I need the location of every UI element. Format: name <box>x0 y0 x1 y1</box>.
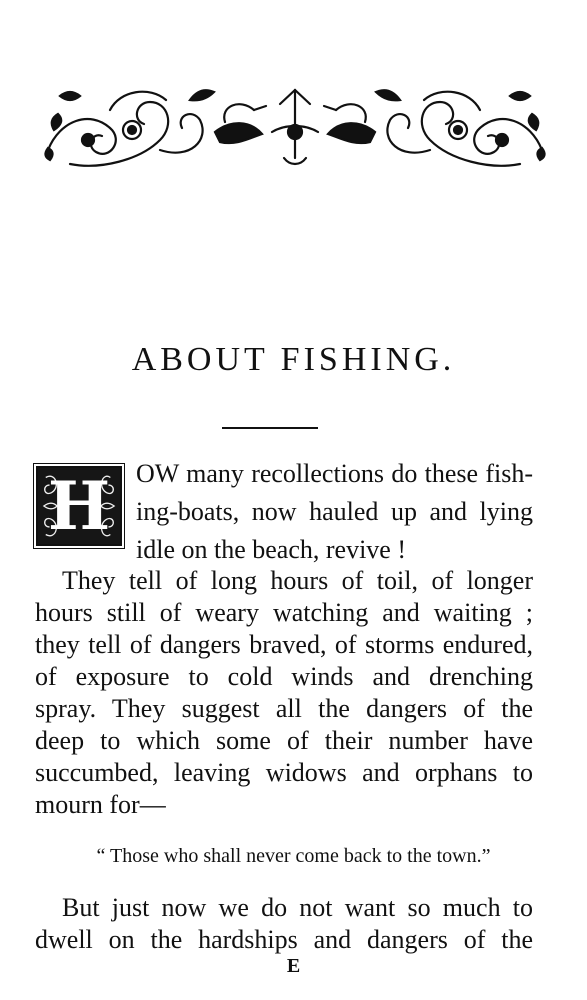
text-line: They tell of long hours of toil, of longer <box>62 566 533 595</box>
text-line: idle on the beach, revive ! <box>136 535 406 564</box>
text-line: But just now we do not want so much to <box>62 893 533 922</box>
title-rule <box>222 427 318 429</box>
signature-mark: E <box>286 955 301 977</box>
drop-cap <box>36 466 122 546</box>
quotation: “ Those who shall never come back to the town.” <box>96 845 491 867</box>
text-line: succumbed, leaving widows and orphans to <box>35 758 533 787</box>
text-line: OW many recollections do these fish- <box>136 459 533 488</box>
chapter-title: ABOUT FISHING. <box>131 341 456 378</box>
text-line: spray. They suggest all the dangers of the <box>35 694 533 723</box>
text-line: hours still of weary watching and waiting ; <box>35 598 533 627</box>
text-line: deep to which some of their number have <box>35 726 533 755</box>
drop-cap-letter: H <box>47 467 111 545</box>
text-line: mourn for— <box>35 790 166 819</box>
text-line: dwell on the hardships and dangers of the <box>35 925 533 954</box>
text-line: of exposure to cold winds and drenching <box>35 662 533 691</box>
text-line: they tell of dangers braved, of storms endured, <box>35 630 533 659</box>
text-line: ing-boats, now hauled up and lying <box>136 497 533 526</box>
headpiece-ornament <box>40 80 550 172</box>
